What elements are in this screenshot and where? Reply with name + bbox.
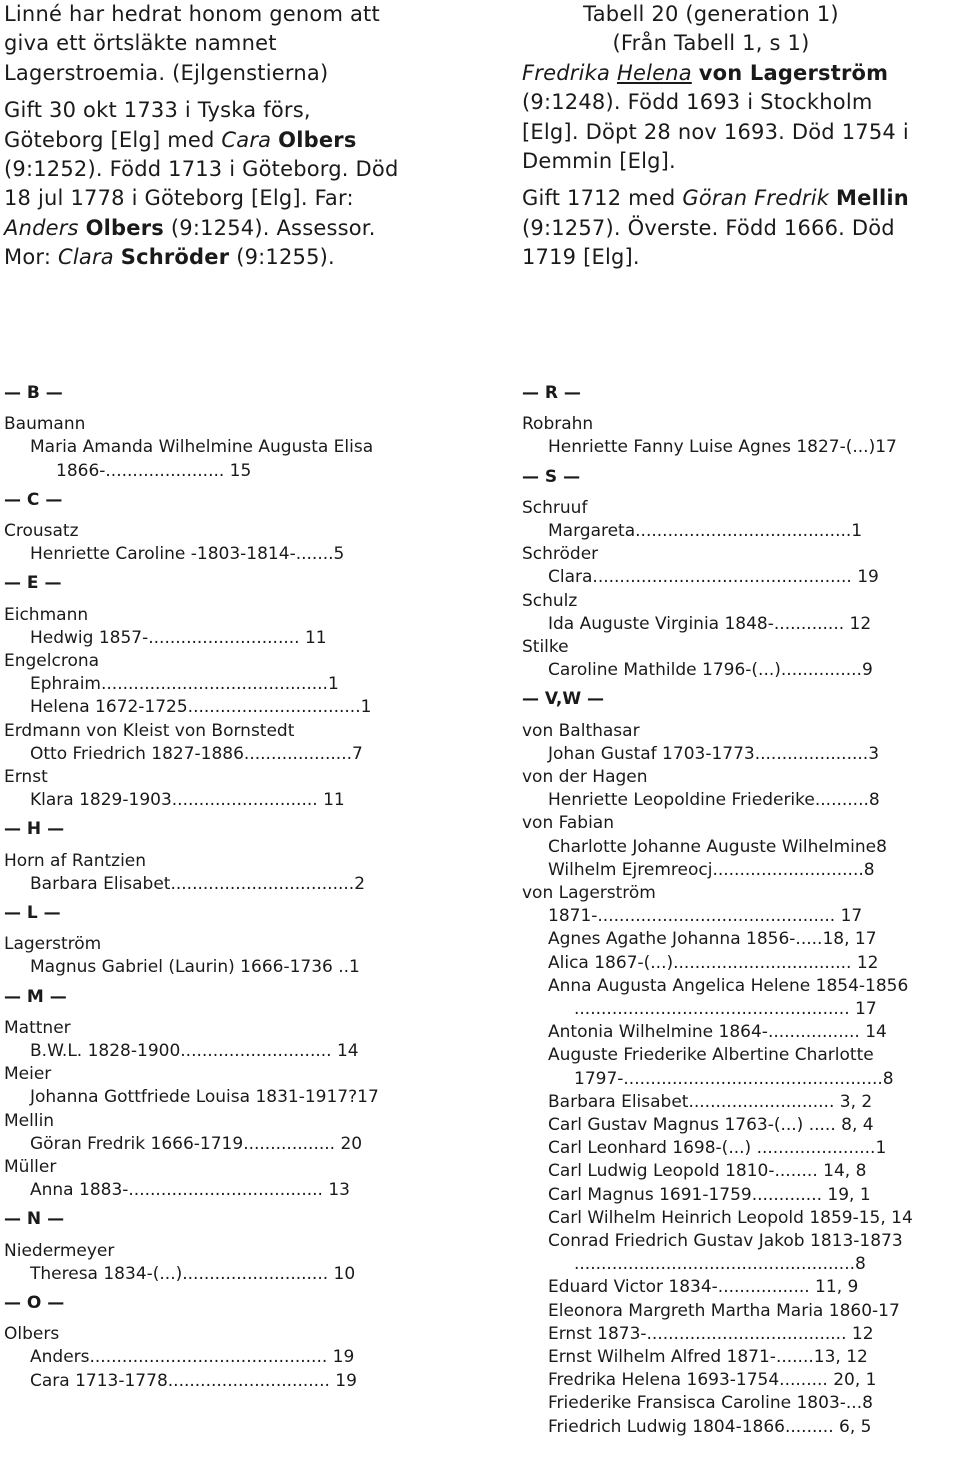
index-surname: Mellin <box>4 1110 55 1131</box>
note-line: Lagerstroemia. (Ejlgenstierna) <box>4 60 329 85</box>
index-entry-text: Conrad Friedrich Gustav Jakob 1813-1873 <box>548 1231 903 1252</box>
marriage-line <box>4 126 454 155</box>
spouse-line: (9:1257). Överste. Född 1666. Död <box>522 215 895 240</box>
index-entry-text: Anders............................................ 19 <box>30 1347 355 1368</box>
index-entry <box>522 1346 960 1369</box>
index-letter-heading <box>522 376 960 413</box>
mother-surname: Schröder <box>120 245 230 270</box>
index-letter-heading <box>4 812 444 849</box>
father-line <box>4 214 454 243</box>
spouse-surname: Olbers <box>278 127 357 152</box>
index-letter-heading <box>4 980 444 1017</box>
index-entry <box>522 975 960 1021</box>
mother-line <box>4 243 454 272</box>
index-entry <box>522 1230 960 1276</box>
index-letter-heading <box>4 376 444 413</box>
marriage-line: 18 jul 1778 i Göteborg [Elg]. Far: <box>4 186 354 211</box>
index-entry-page-ref: ................................................... 17 <box>574 999 877 1020</box>
father-details: (9:1254). Assessor. <box>170 215 376 240</box>
index-letter-heading <box>4 1286 444 1323</box>
note-line: Linné har hedrat honom genom att <box>4 2 380 26</box>
index-entry <box>522 613 960 636</box>
person-line: Demmin [Elg]. <box>522 149 676 174</box>
note-line: giva ett örtsläkte namnet <box>4 31 277 56</box>
person-given-name: Fredrika <box>522 60 611 85</box>
index-entry <box>522 1021 960 1044</box>
index-surname: Meier <box>4 1064 52 1085</box>
index-entry-text: Ephraim..........................................1 <box>30 674 339 695</box>
index-surname: von der Hagen <box>522 767 648 787</box>
index-entry-text: Magnus Gabriel (Laurin) 1666-1736 ..1 <box>30 957 360 978</box>
index-entry <box>522 1044 960 1090</box>
person-line: [Elg]. Döpt 28 nov 1693. Död 1754 i <box>522 119 909 144</box>
person-name-line <box>522 59 960 88</box>
index-surname: Baumann <box>4 414 86 435</box>
index-entry <box>4 1133 444 1156</box>
marriage-line: (9:1252). Född 1713 i Göteborg. Död <box>4 157 399 182</box>
index-entry-text: Clara................................................ 19 <box>548 567 879 588</box>
index-surname: Erdmann von Kleist von Bornstedt <box>4 720 295 741</box>
spouse-line: 1719 [Elg]. <box>522 245 640 270</box>
index-entry <box>4 1086 444 1109</box>
index-letter: — N — <box>4 1209 65 1230</box>
index-surname: Horn af Rantzien <box>4 850 147 871</box>
mother-label: Mor: <box>4 245 58 270</box>
record-notes-left <box>4 0 454 273</box>
index-entry <box>522 566 960 589</box>
index-surname: Robrahn <box>522 414 594 435</box>
index-entry-page-ref: 1866-...................... 15 <box>56 460 252 481</box>
index-entry <box>522 1137 960 1160</box>
index-entry-text: Carl Gustav Magnus 1763-(...) ..... 8, 4 <box>548 1115 874 1136</box>
marriage-line: Gift 30 okt 1733 i Tyska förs, <box>4 98 311 123</box>
index-entry-text: Maria Amanda Wilhelmine Augusta Elisa <box>30 437 374 458</box>
index-letter: — M — <box>4 986 67 1007</box>
index-letter: — C — <box>4 489 63 510</box>
index-entry-text: Ernst Wilhelm Alfred 1871-.......13, 12 <box>548 1347 868 1368</box>
index-entry-text: Klara 1829-1903........................... 11 <box>30 790 345 811</box>
index-entry-text: Helena 1672-1725................................1 <box>30 697 372 718</box>
marriage-text: Göteborg [Elg] med <box>4 127 222 152</box>
spouse-given-name: Cara <box>221 127 272 152</box>
index-entry <box>4 956 444 979</box>
index-entry-text: Göran Fredrik 1666-1719................. 20 <box>30 1133 363 1154</box>
index-surname: Stilke <box>522 637 569 657</box>
name-index-left-column <box>4 376 444 1393</box>
index-entry-text: 1871-............................................ 17 <box>548 906 863 927</box>
index-entry-text: Fredrika Helena 1693-1754......... 20, 1 <box>548 1370 877 1391</box>
person-call-name: Helena <box>616 60 692 85</box>
index-surname: Eichmann <box>4 604 89 625</box>
index-letter-heading <box>522 682 960 719</box>
index-entry-text: Ida Auguste Virginia 1848-............. 12 <box>548 613 872 634</box>
index-entry-text: Wilhelm Ejremreocj............................8 <box>548 859 875 880</box>
index-entry <box>4 1346 444 1369</box>
index-entry <box>522 928 960 951</box>
index-surname: Schulz <box>522 590 578 611</box>
index-surname: Niedermeyer <box>4 1240 115 1261</box>
index-entry-text: Antonia Wilhelmine 1864-................. 14 <box>548 1022 887 1043</box>
index-entry-text: Henriette Fanny Luise Agnes 1827-(...)17 <box>548 437 897 458</box>
index-letter: — B — <box>4 383 63 403</box>
index-entry <box>522 1160 960 1183</box>
mother-given-name: Clara <box>57 245 114 270</box>
index-surname: von Balthasar <box>522 720 640 741</box>
index-entry <box>522 1276 960 1299</box>
index-entry <box>4 436 444 482</box>
index-entry-page-ref: ....................................................8 <box>574 1254 866 1275</box>
index-surname: Müller <box>4 1157 57 1177</box>
index-entry-text: Carl Wilhelm Heinrich Leopold 1859-15, 14 <box>548 1207 913 1228</box>
index-entry <box>522 1207 960 1230</box>
index-entry <box>4 789 444 812</box>
table-heading: Tabell 20 (generation 1) <box>583 2 839 26</box>
index-entry-text: Cara 1713-1778.............................. 19 <box>30 1370 357 1391</box>
name-index-right-column <box>522 376 960 1439</box>
index-entry-text: Theresa 1834-(...)........................... 10 <box>30 1263 356 1284</box>
index-entry-text: Auguste Friederike Albertine Charlotte <box>548 1045 874 1066</box>
index-entry <box>4 673 444 696</box>
index-entry-text: Caroline Mathilde 1796-(...)...............9 <box>548 660 873 681</box>
index-entry <box>522 1091 960 1114</box>
index-letter-heading <box>4 566 444 603</box>
index-letter: — V,W — <box>522 689 605 710</box>
index-surname: Engelcrona <box>4 650 100 671</box>
index-surname: Schröder <box>522 544 599 565</box>
index-entry-text: Henriette Caroline -1803-1814-.......5 <box>30 544 345 565</box>
index-entry-text: Anna Augusta Angelica Helene 1854-1856 <box>548 975 909 996</box>
index-letter: — H — <box>4 819 65 840</box>
index-letter: — E — <box>4 573 62 594</box>
index-entry <box>522 1369 960 1392</box>
person-line: (9:1248). Född 1693 i Stockholm <box>522 90 873 115</box>
index-surname: Mattner <box>4 1017 71 1038</box>
index-entry <box>522 743 960 766</box>
index-entry <box>4 743 444 766</box>
index-entry <box>4 1370 444 1393</box>
index-surname: Lagerström <box>4 934 102 955</box>
index-surname: Ernst <box>4 767 48 787</box>
spouse-given-name: Göran Fredrik <box>682 186 830 211</box>
index-entry-text: Henriette Leopoldine Friederike..........8 <box>548 790 880 811</box>
index-letter: — O — <box>4 1293 65 1313</box>
index-letter-heading <box>4 896 444 933</box>
index-entry <box>522 952 960 975</box>
index-entry-text: Ernst 1873-..................................... 12 <box>548 1323 874 1344</box>
index-entry <box>522 1416 960 1439</box>
index-entry-text: Friedrich Ludwig 1804-1866......... 6, 5 <box>548 1416 872 1437</box>
index-surname: von Lagerström <box>522 883 656 904</box>
index-entry <box>522 1323 960 1346</box>
table-source: (Från Tabell 1, s 1) <box>612 31 810 56</box>
index-entry-text: Carl Ludwig Leopold 1810-........ 14, 8 <box>548 1161 867 1182</box>
index-entry <box>522 436 960 459</box>
index-surname: Crousatz <box>4 520 79 541</box>
index-entry <box>4 696 444 719</box>
index-entry <box>522 1114 960 1137</box>
spouse-line <box>522 184 960 213</box>
person-surname: von Lagerström <box>698 60 889 85</box>
index-entry-text: Carl Leonhard 1698-(...) ......................1 <box>548 1138 887 1159</box>
index-entry-text: Johan Gustaf 1703-1773.....................3 <box>548 743 880 764</box>
index-entry <box>522 1300 960 1323</box>
index-letter-heading <box>4 1202 444 1239</box>
index-entry-text: B.W.L. 1828-1900............................ 14 <box>30 1040 359 1061</box>
spouse-surname: Mellin <box>836 186 909 211</box>
index-entry-text: Agnes Agathe Johanna 1856-.....18, 17 <box>548 929 877 950</box>
father-given-name: Anders <box>4 215 79 240</box>
index-entry <box>4 1040 444 1063</box>
index-entry <box>522 520 960 543</box>
index-entry <box>4 543 444 566</box>
index-entry <box>4 627 444 650</box>
index-entry <box>522 905 960 928</box>
index-entry-text: Eduard Victor 1834-................. 11, 9 <box>548 1277 859 1298</box>
index-entry-text: Alica 1867-(...)................................. 12 <box>548 952 879 973</box>
index-letter: — L — <box>4 903 61 923</box>
index-letter: — R — <box>522 383 581 403</box>
index-entry-text: Margareta........................................1 <box>548 520 863 541</box>
index-entry-text: Charlotte Johanne Auguste Wilhelmine8 <box>548 836 887 857</box>
record-table-20 <box>522 0 960 273</box>
index-entry-text: Carl Magnus 1691-1759............. 19, 1 <box>548 1184 871 1205</box>
index-surname: Schruuf <box>522 497 588 518</box>
index-entry <box>522 789 960 812</box>
mother-details: (9:1255). <box>236 245 335 270</box>
index-letter-heading <box>522 460 960 497</box>
index-surname: Olbers <box>4 1324 60 1345</box>
index-entry-page-ref: 1797-................................................8 <box>574 1068 894 1089</box>
index-letter-heading <box>4 483 444 520</box>
index-entry <box>4 1179 444 1202</box>
index-entry <box>522 836 960 859</box>
index-entry-text: Eleonora Margreth Martha Maria 1860-17 <box>548 1300 900 1321</box>
father-surname: Olbers <box>85 215 164 240</box>
index-entry-text: Otto Friedrich 1827-1886....................7 <box>30 743 363 764</box>
index-entry <box>4 873 444 896</box>
index-entry-text: Anna 1883-.................................... 13 <box>30 1180 350 1201</box>
index-letter: — S — <box>522 466 581 487</box>
index-entry-text: Johanna Gottfriede Louisa 1831-1917?17 <box>30 1087 379 1108</box>
index-entry-text: Barbara Elisabet........................... 3, 2 <box>548 1091 873 1112</box>
index-entry <box>522 1184 960 1207</box>
index-entry-text: Hedwig 1857-............................ 11 <box>30 627 327 648</box>
index-entry-text: Barbara Elisabet..................................2 <box>30 873 366 894</box>
index-entry <box>522 859 960 882</box>
index-entry <box>522 1392 960 1415</box>
index-entry <box>4 1263 444 1286</box>
index-entry-text: Friederike Fransisca Caroline 1803-...8 <box>548 1393 873 1414</box>
index-surname: von Fabian <box>522 813 614 834</box>
spouse-text: Gift 1712 med <box>522 186 683 211</box>
index-entry <box>522 659 960 682</box>
